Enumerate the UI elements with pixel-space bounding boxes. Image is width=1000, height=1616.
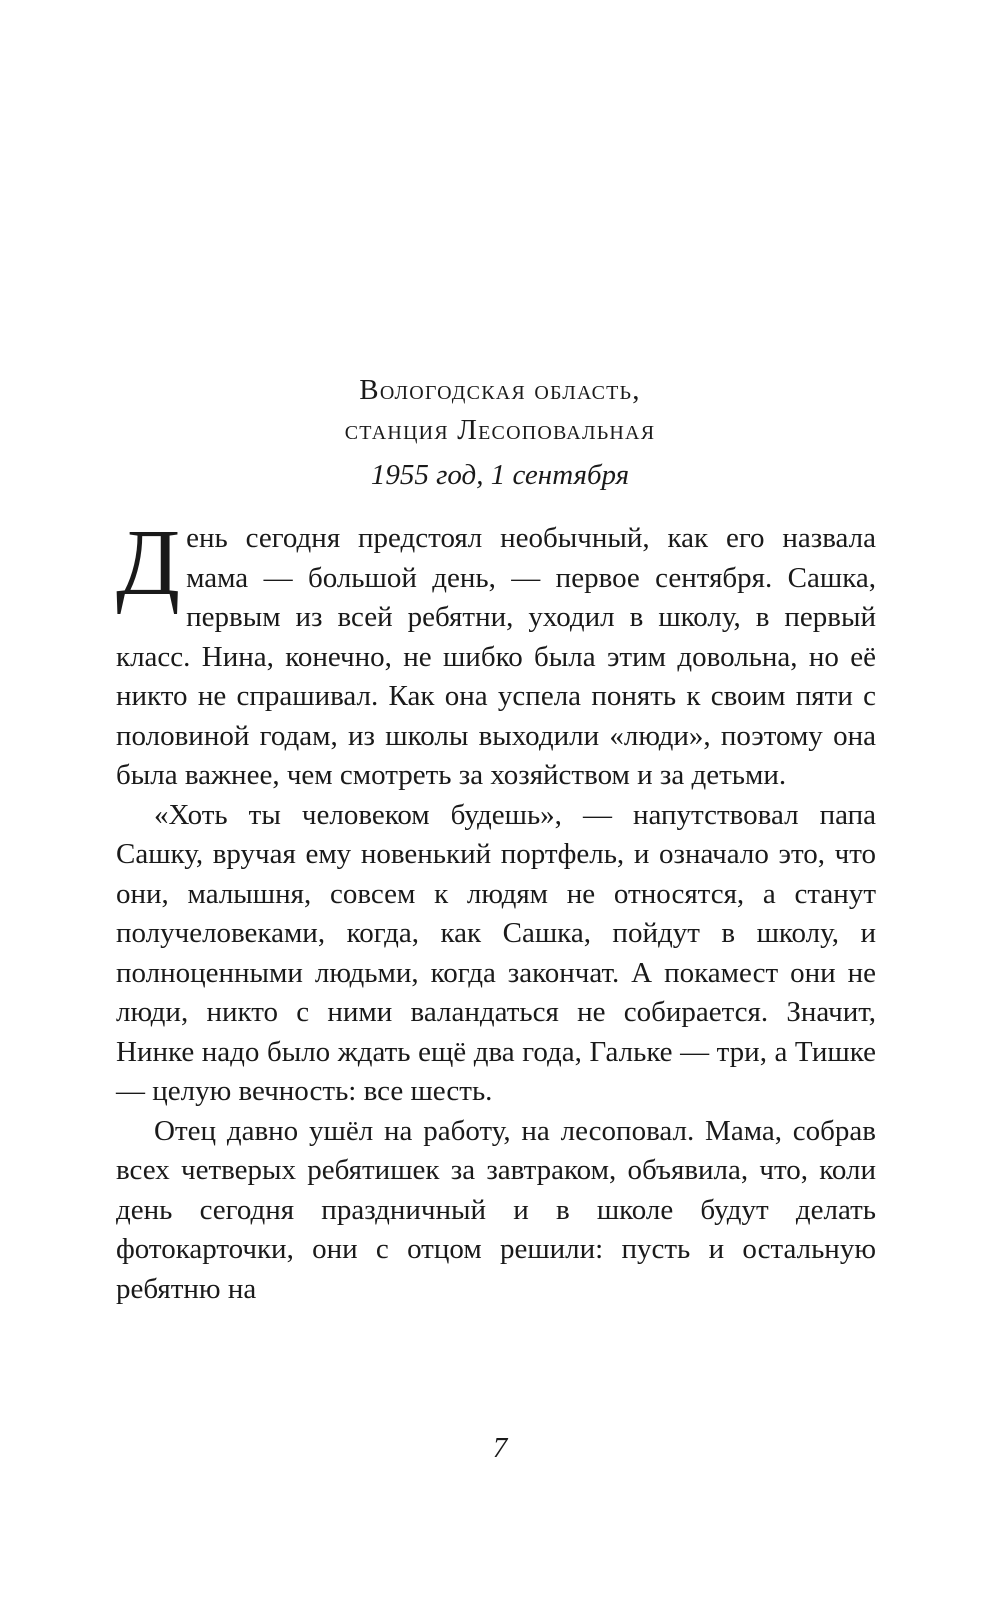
body-text (116, 511, 876, 1309)
paragraph-1 (116, 511, 876, 796)
paragraph-3: Отец давно ушёл на работу, на лесоповал. Мама, собрав всех четверых ребятишек за завтраком, объявила, что, коли день сегодня праздничный и в школе будут делать фотокарточки, они с отцом решили: пусть и остальную ребятню на (116, 1114, 876, 1305)
heading-location-line-1: Вологодская область, (359, 374, 641, 406)
drop-cap: Д (116, 511, 181, 615)
heading-date: 1955 год, 1 сентября (370, 459, 630, 491)
paragraph-2: «Хоть ты человеком будешь», — напутствовал папа Сашку, вручая ему новенький портфель, и означало это, что они, малышня, совсем к людям не относятся, а станут получеловеками, когда, как Сашка, пойдут в школу, и полноценными людьми, когда закончат. А покамест они не люди, никто с ними валандаться не собирается. Значит, Нинке надо было ждать ещё два года, Гальке — три, а Тишке — целую вечность: все шесть. (116, 798, 876, 1107)
chapter-heading (0, 370, 1000, 496)
heading-location-line-2: станция Лесоповальная (344, 414, 656, 446)
page-number: 7 (492, 1432, 508, 1464)
paragraph-1-text: ень сегодня предстоял необычный, как его назвала мама — большой день, — первое сентября. Сашка, первым из всей ребятни, уходил в школу, в первый класс. Нина, конечно, не шибко была этим довольна, но её никто не спрашивал. Как она успела понять к своим пяти с половиной годам, из школы выходили «люди», поэтому она была важнее, чем смотреть за хозяйством и за детьми. (116, 522, 876, 791)
